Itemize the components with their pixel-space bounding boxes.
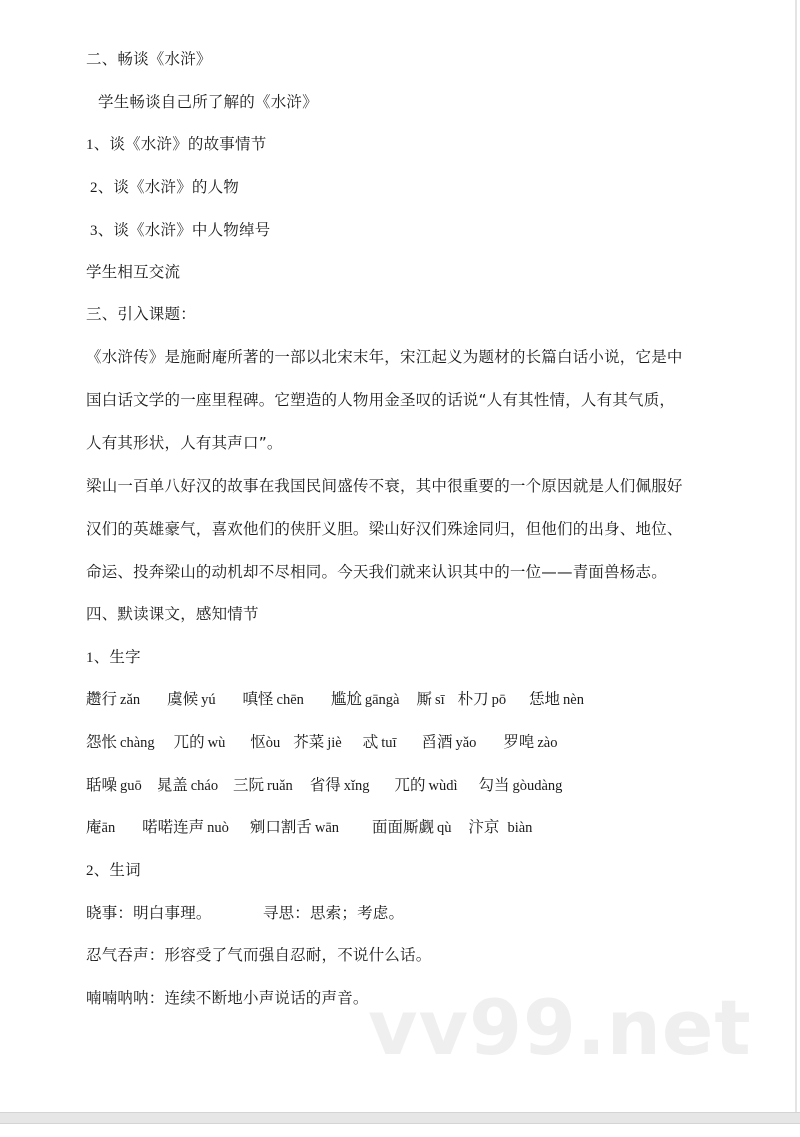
vocab-word: 虞候 [167,690,199,708]
list-number: 1 [86,650,94,666]
vocab-item [86,817,115,838]
vocab-item [233,775,293,796]
vocab-pinyin: zào [537,735,558,751]
vocab-item [363,732,397,753]
vocab-item [421,732,476,753]
vocab-word: 聒噪 [86,776,118,794]
vocab-item [458,689,507,710]
vocab-word: 晁盖 [156,776,188,794]
vocab-word: 喏喏连声 [142,818,205,836]
vocab-pinyin: gāngà [364,692,400,708]
definition-line: 喃喃呐呐：连续不断地小声说话的声音。 [86,989,369,1007]
vocab-word: 舀酒 [421,733,453,751]
section-2-intro: 学生畅谈自己所了解的《水浒》 [98,93,318,111]
vocab-pinyin: wù [207,735,226,751]
vocab-word: 趱行 [86,690,118,708]
list-item [90,177,239,198]
vocab-word: 怨怅 [86,733,118,751]
vocab-row [86,689,598,710]
vocab-pinyin: sī [434,692,445,708]
page-separator [0,1112,800,1124]
section-heading-4: 四、默读课文，感知情节 [86,605,259,623]
list-number: 2 [90,180,98,196]
vocab-word: 忒 [362,733,379,751]
vocab-item [331,689,400,710]
vocab-pinyin: xǐng [343,778,370,794]
subheading-new-characters [86,647,141,668]
vocab-pinyin: pō [491,692,507,708]
vocab-pinyin: wùdì [428,778,458,794]
subheading-label: 、生字 [93,648,141,666]
vocab-word: 厮 [416,690,432,708]
vocab-pinyin: tuī [381,735,397,751]
vocab-item [478,775,562,796]
vocab-item [310,775,370,796]
vocab-item [86,689,140,710]
vocab-word: 恁地 [529,690,561,708]
list-text: 、谈《水浒》的故事情节 [93,135,267,153]
paragraph-line: 人有其形状，人有其声口”。 [86,434,283,452]
definition-line: 忍气吞声：形容受了气而强自忍耐，不说什么话。 [86,946,432,964]
next-page-top [0,1124,800,1137]
vocab-item [86,775,142,796]
vocab-pinyin: guō [120,778,142,794]
vocab-word: 三阮 [233,776,265,794]
list-number: 2 [86,863,94,879]
vocab-pinyin: nèn [563,692,584,708]
vocab-item [86,732,155,753]
vocab-item [468,817,532,838]
watermark: vv99.net [368,983,752,1072]
vocab-pinyin: qù [436,820,452,836]
vocab-pinyin: jiè [327,735,342,751]
vocab-word: 庵 [86,818,102,836]
vocab-word: 芥菜 [293,733,325,751]
vocab-word: 勾当 [478,776,510,794]
vocab-pinyin: ān [101,820,116,836]
vocab-word: 朴刀 [457,690,489,708]
vocab-word: 嗔怪 [242,690,274,708]
vocab-word: 剜口割舌 [249,818,312,836]
section-heading-2: 二、畅谈《水浒》 [86,50,212,68]
list-text: 、谈《水浒》中人物绰号 [97,221,271,239]
vocab-row [86,732,571,753]
section-2-closing: 学生相互交流 [86,263,181,281]
list-item [86,134,266,155]
vocab-word: 汴京 [468,818,500,836]
vocab-pinyin: wān [314,820,340,836]
vocab-pinyin: chàng [120,735,155,751]
list-item [90,220,270,241]
vocab-item [167,689,216,710]
subheading-label: 、生词 [93,861,141,879]
paragraph-line: 命运、投奔梁山的动机却不尽相同。今天我们就来认识其中的一位——青面兽杨志。 [86,563,667,581]
list-number: 3 [90,223,98,239]
vocab-row [86,775,576,796]
vocab-word: 怄 [250,733,266,751]
vocab-word: 尴尬 [330,690,362,708]
list-text: 、谈《水浒》的人物 [97,178,240,196]
vocab-item [142,817,229,838]
vocab-item [529,689,584,710]
vocab-pinyin: gòudàng [512,778,563,794]
paragraph-line: 《水浒传》是施耐庵所著的一部以北宋末年，宋江起义为题材的长篇白话小说，它是中 [86,348,683,366]
vocab-pinyin: òu [265,735,281,751]
vocab-pinyin: yú [201,692,216,708]
vocab-word: 面面厮觑 [371,818,434,836]
subheading-new-words [86,860,141,881]
vocab-item [174,732,226,753]
vocab-row [86,817,546,838]
vocab-pinyin: zǎn [120,692,141,708]
vocab-item [243,689,304,710]
vocab-item [250,732,280,753]
vocab-pinyin: cháo [190,778,219,794]
vocab-pinyin: chēn [276,692,304,708]
vocab-word: 罗唣 [503,733,535,751]
vocab-item [416,689,444,710]
vocab-pinyin: nuò [207,820,229,836]
vocab-word: 兀的 [394,776,426,794]
section-heading-3: 三、引入课题： [86,305,196,323]
vocab-pinyin: ruǎn [267,778,293,794]
paragraph-line: 国白话文学的一座里程碑。它塑造的人物用金圣叹的话说“人有其性情，人有其气质， [86,391,676,409]
paragraph-line: 梁山一百单八好汉的故事在我国民间盛传不衰，其中很重要的一个原因就是人们佩服好 [86,477,683,495]
vocab-word: 省得 [309,776,341,794]
vocab-item [394,775,457,796]
vocab-item [503,732,557,753]
vocab-pinyin: biàn [507,820,533,836]
list-number: 1 [86,137,94,153]
vocab-pinyin: yǎo [455,735,477,751]
vocab-item [157,775,218,796]
vocab-item [250,817,339,838]
paragraph-line: 汉们的英雄豪气，喜欢他们的侠肝义胆。梁山好汉们殊途同归，但他们的出身、地位、 [86,520,683,538]
vocab-item [293,732,342,753]
vocab-word: 兀的 [173,733,205,751]
vocab-item [372,817,452,838]
definition-line: 晓事：明白事理。 寻思：思索；考虑。 [86,904,405,922]
